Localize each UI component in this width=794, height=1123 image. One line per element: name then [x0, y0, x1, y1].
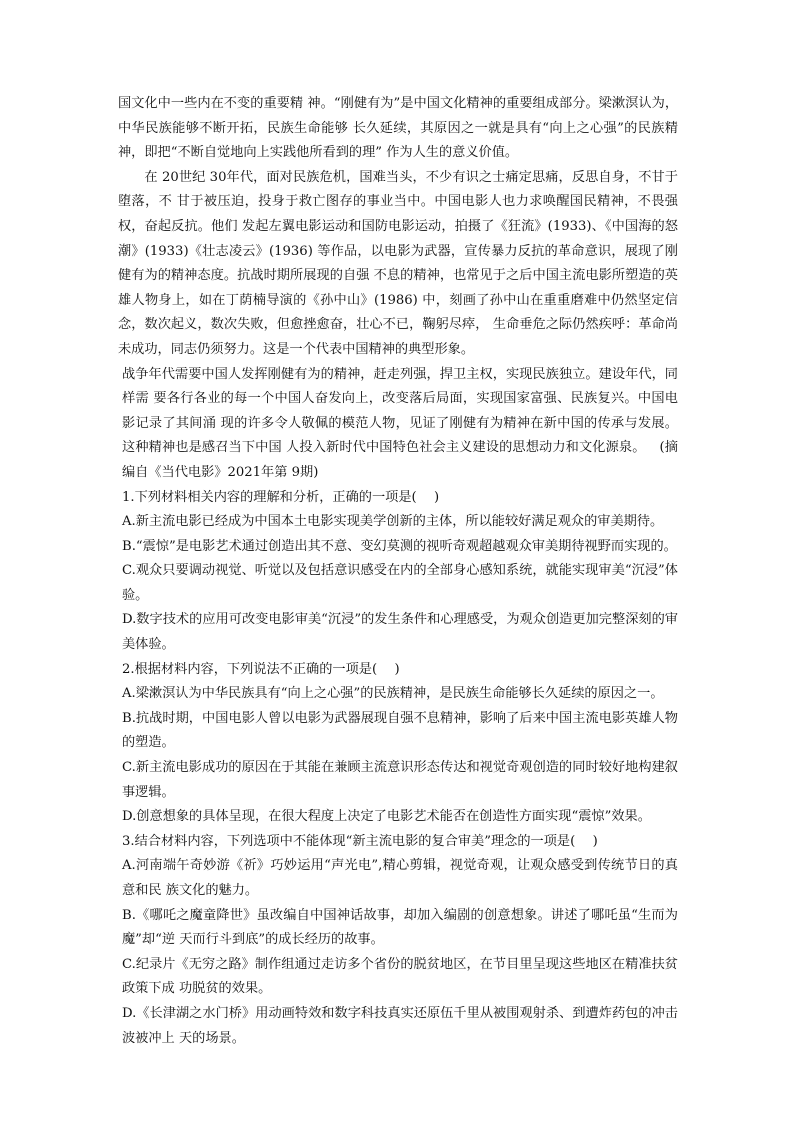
question-1-option-d: D.数字技术的应用可改变电影审美“沉浸”的发生条件和心理感受，为观众创造更加完整深刻的审美体验。 [122, 612, 678, 653]
question-2-option-b: B.抗战时期，中国电影人曾以电影为武器展现自强不息精神，影响了后来中国主流电影英雄人物的塑造。 [122, 710, 678, 751]
question-2-option-d: D.创意想象的具体呈现，在很大程度上决定了电影艺术能否在创造性方面实现“震惊”效果。 [122, 809, 651, 825]
question-1-option-b: B.“震惊”是电影艺术通过创造出其不意、变幻莫测的视听奇观超越观众审美期待视野而实现的。 [122, 538, 677, 554]
question-2-stem: 2.根据材料内容，下列说法不正确的一项是( ) [122, 661, 400, 677]
question-3-option-d: D.《长津湖之水门桥》用动画特效和数字科技真实还原伍千里从被围观射杀、到遭炸药包的冲击波被冲上 天的场景。 [122, 1005, 678, 1046]
paragraph-3 [118, 363, 678, 486]
question-1-option-a: A.新主流电影已经成为中国本土电影实现美学创新的主体，所以能较好满足观众的审美期待。 [122, 514, 664, 530]
question-2-option-c: C.新主流电影成功的原因在于其能在兼顾主流意识形态传达和视觉奇观创造的同时较好地构建叙事逻辑。 [122, 760, 678, 800]
question-3-option-c: C.纪录片《无穷之路》制作组通过走访多个省份的脱贫地区，在节目里呈现这些地区在精准扶贫政策下成 功脱贫的效果。 [122, 956, 678, 997]
paragraph-2: 在 20世纪 30年代，面对民族危机，国难当头，不少有识之士痛定思痛，反思自身，不甘于堕落，不 甘于被压迫，投身于救亡图存的事业当中。中国电影人也力求唤醒国民精神，不畏强权，奋起反抗。他们 发起左翼电影运动和国防电影运动，拍摄了《狂流》(1933)、《中国海的怒潮》(1933)《壮志凌云》(1936) 等作品，以电影为武器，宣传暴力反抗的革命意识，展现了刚健有为的精神态度。抗战时期所展现的自强 不息的精神，也常见于之后中国主流电影所塑造的英雄人物身上，如在丁荫楠导演的《孙中山》(1986) 中，刻画了孙中山在重重磨难中仍然坚定信念，数次起义，数次失败，但愈挫愈奋，壮心不已，鞠躬尽瘁， 生命垂危之际仍然疾呼：革命尚未成功，同志仍须努力。这是一个代表中国精神的典型形象。 [118, 169, 678, 357]
source-citation: (摘编自《当代电影》2021年第 9期) [122, 440, 678, 480]
question-3-option-b: B.《哪吒之魔童降世》虽改编自中国神话故事，却加入编剧的创意想象。讲述了哪吒虽“生而为魔”却“逆 天而行斗到底”的成长经历的故事。 [122, 907, 678, 948]
paragraph-3-text: 战争年代需要中国人发挥刚健有为的精神，赶走列强，捍卫主权，实现民族独立。建设年代，同样需 要各行各业的每一个中国人奋发向上，改变落后局面，实现国家富强、民族复兴。中国电影记录了其间涌 现的许多令人敬佩的模范人物，见证了刚健有为精神在新中国的传承与发展。这种精神也是感召当下中国 人投入新时代中国特色社会主义建设的思想动力和文化源泉。 [122, 366, 678, 456]
question-1-stem: 1.下列材料相关内容的理解和分析，正确的一项是( ) [122, 489, 440, 505]
question-2-option-a: A.梁漱溟认为中华民族具有“向上之心强”的民族精神，是民族生命能够长久延续的原因之一。 [122, 686, 664, 702]
question-3-stem: 3.结合材料内容，下列选项中不能体现“新主流电影的复合审美”理念的一项是( ) [122, 833, 598, 849]
paragraph-1: 国文化中一些内在不变的重要精 神。“刚健有为”是中国文化精神的重要组成部分。梁漱溟认为，中华民族能够不断开拓，民族生命能够 长久延续，其原因之一就是具有“向上之心强”的民族精神，即把“不断自觉地向上实践他所看到的理” 作为人生的意义价值。 [118, 96, 678, 161]
question-1-option-c: C.观众只要调动视觉、听觉以及包括意识感受在内的全部身心感知系统，就能实现审美“沉浸”体验。 [122, 563, 678, 603]
document-page [118, 92, 678, 1051]
question-3-option-a: A.河南端午奇妙游《祈》巧妙运用“声光电”,精心剪辑，视觉奇观，让观众感受到传统节日的真意和民 族文化的魅力。 [122, 858, 678, 898]
